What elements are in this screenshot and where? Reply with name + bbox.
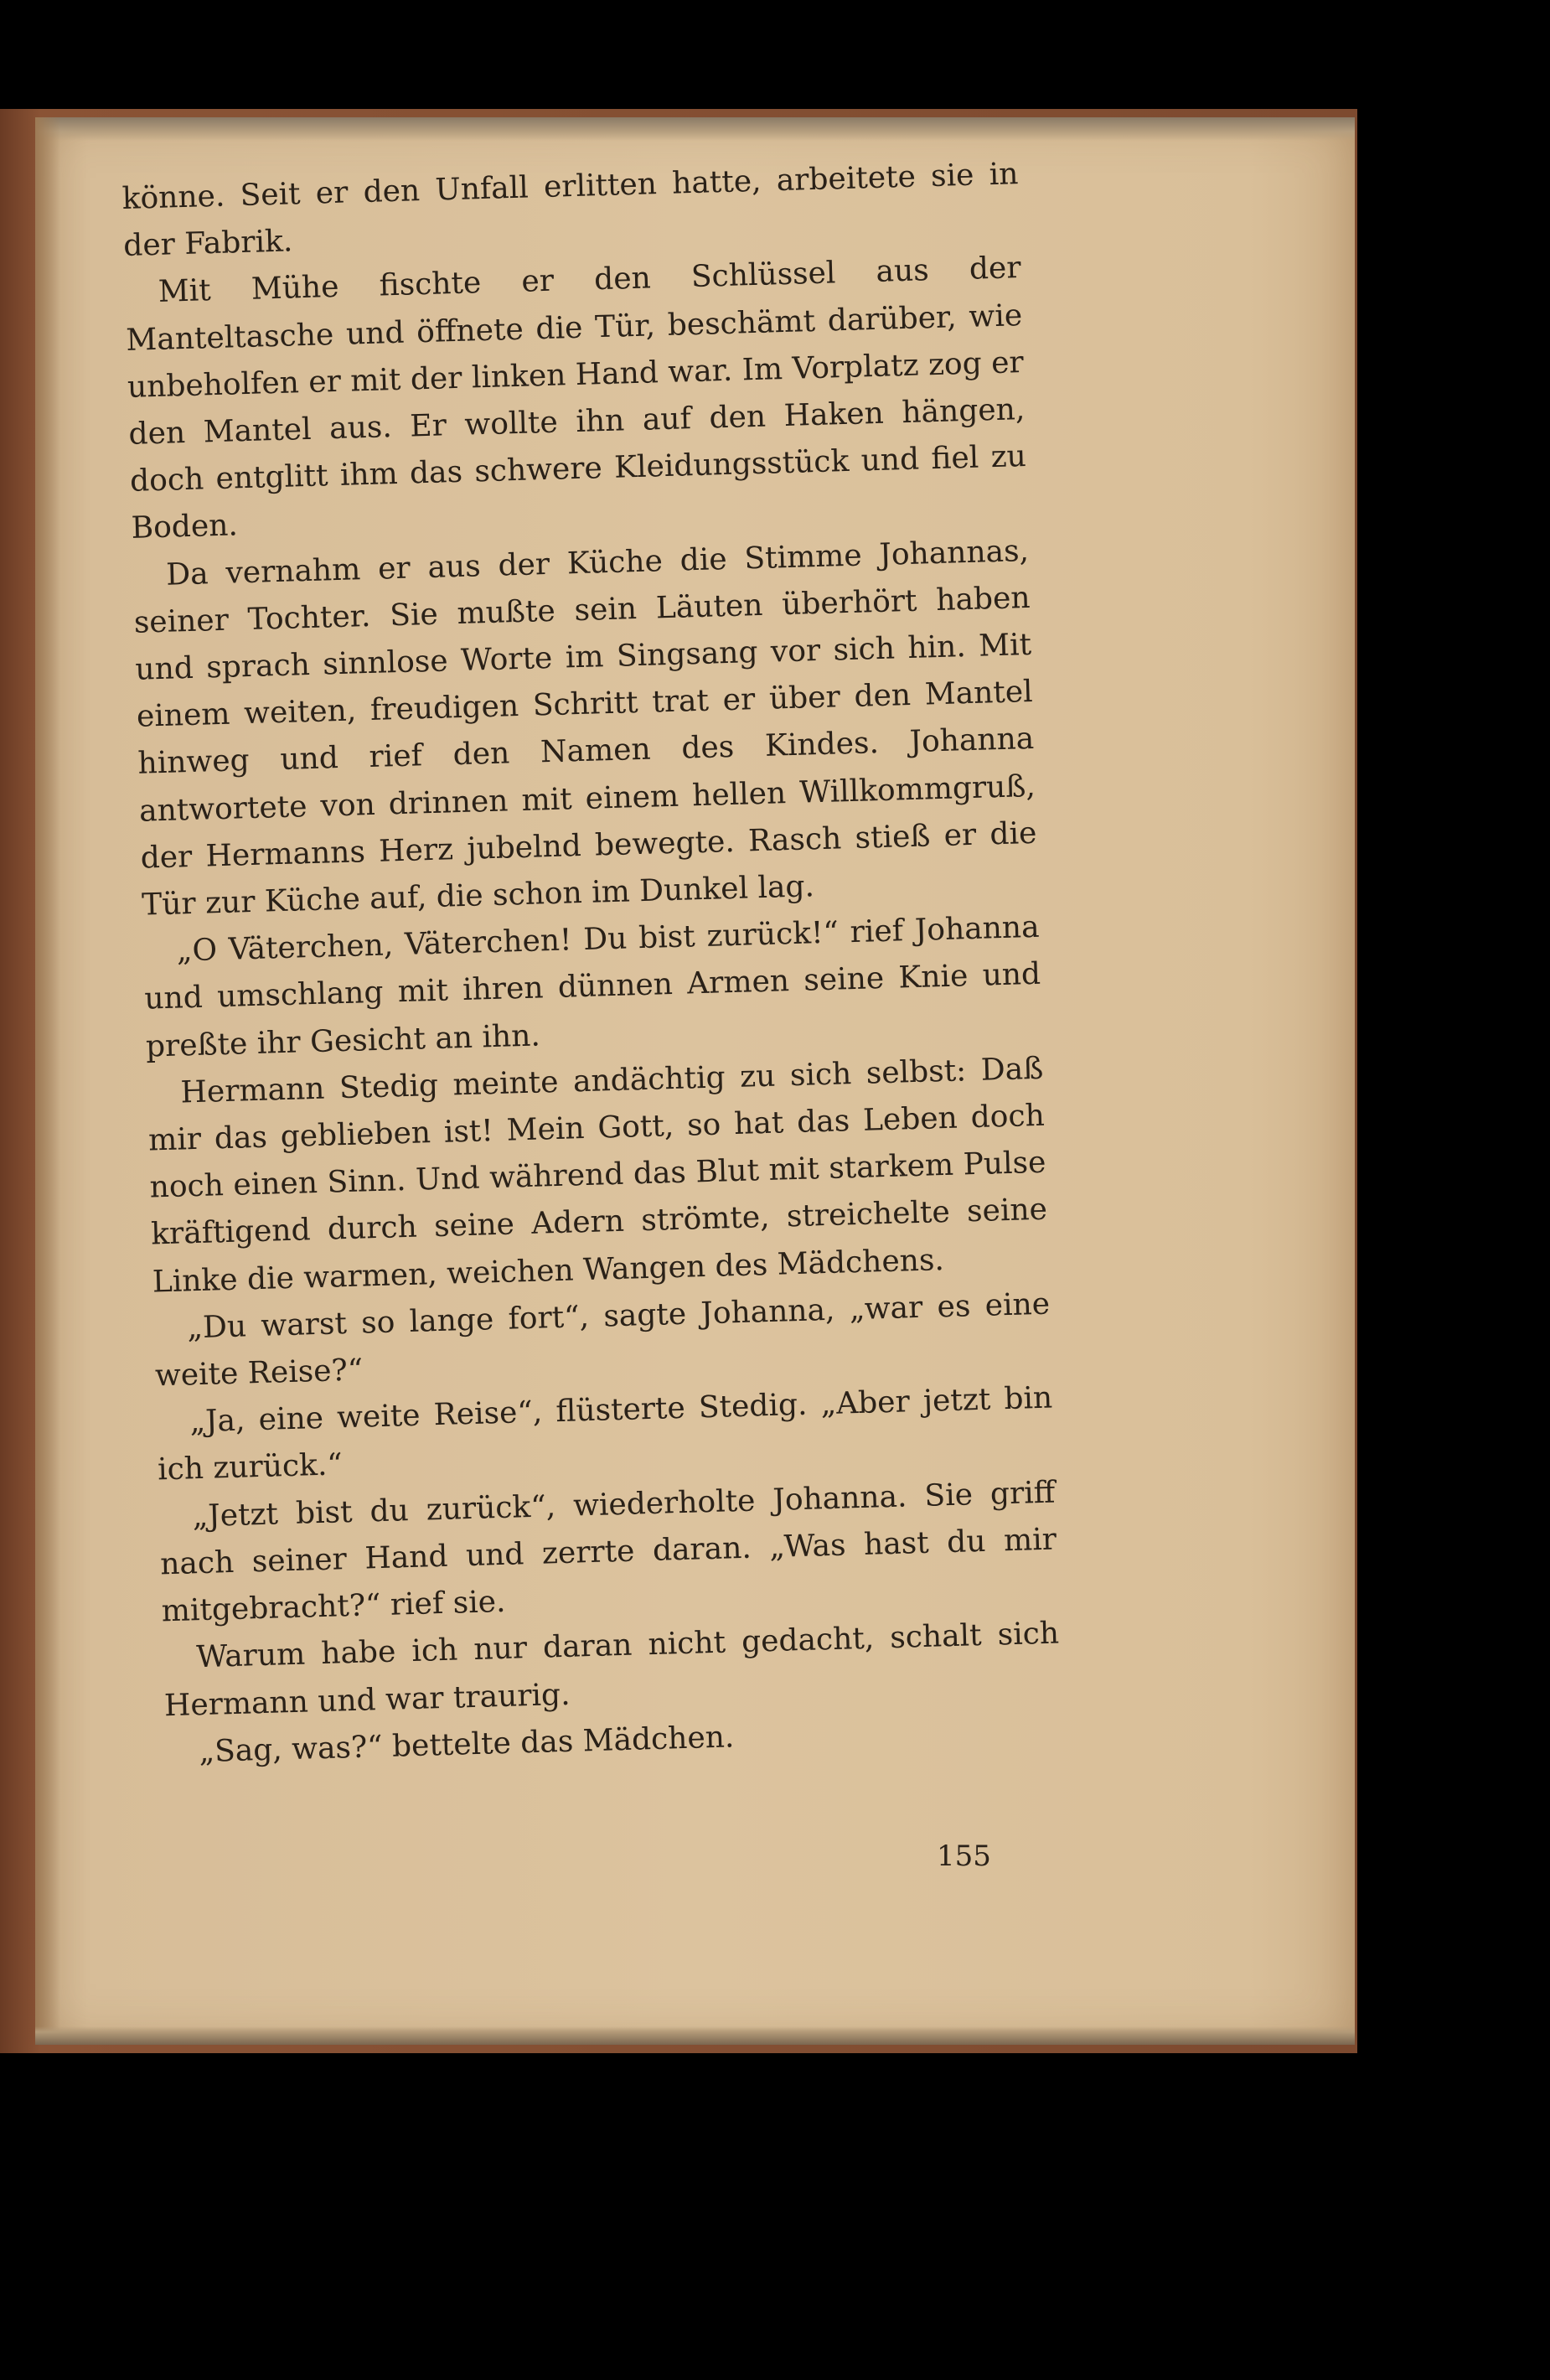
paragraph: Mit Mühe fischte er den Schlüssel aus der Manteltasche und öffnete die Tür, beschämt darüber, wie unbeholfen er mit der linken Hand war. Im Vorplatz zog er den Mantel aus. Er wollte ihn auf den Haken hängen, doch entglitt ihm das schwere Kleidungsstück und fiel zu Boden. bbox=[125, 251, 1027, 546]
body-text bbox=[121, 151, 1062, 1777]
paragraph: „Du warst so lange fort“, sagte Johanna, „war es eine weite Reise?“ bbox=[154, 1286, 1051, 1394]
paragraph: „Sag, was?“ bettelte das Mädchen. bbox=[198, 1720, 735, 1769]
page-bottom-edge bbox=[35, 2026, 1355, 2045]
paragraph: könne. Seit er den Unfall erlitten hatte, arbeitete sie in der Fabrik. bbox=[121, 157, 1019, 264]
paragraph: „O Väterchen, Väterchen! Du bist zurück!“ rief Johanna und umschlang mit ihren dünnen Armen seine Knie und preßte ihr Gesicht an ihn. bbox=[143, 910, 1041, 1064]
paragraph: Warum habe ich nur daran nicht gedacht, schalt sich Hermann und war traurig. bbox=[163, 1616, 1060, 1723]
page-top-edge bbox=[35, 117, 1355, 141]
page-number: 155 bbox=[937, 1839, 991, 1873]
paragraph: Da vernahm er aus der Küche die Stimme Johannas, seiner Tochter. Sie mußte sein Läuten überhört haben und sprach sinnlose Worte im Singsang vor sich hin. Mit einem weiten, freudigen Schritt trat er über den Mantel hinweg und rief den Namen des Kindes. Johanna antwortete von drinnen mit einem hellen Willkommgruß, der Hermanns Herz jubelnd bewegte. Rasch stieß er die Tür zur Küche auf, die schon im Dunkel lag. bbox=[133, 533, 1037, 923]
page-gutter-shadow bbox=[35, 117, 60, 2045]
paragraph: „Ja, eine weite Reise“, flüsterte Stedig. „Aber jetzt bin ich zurück.“ bbox=[157, 1380, 1053, 1488]
paragraph: Hermann Stedig meinte andächtig zu sich selbst: Daß mir das geblieben ist! Mein Gott, so hat das Leben doch noch einen Sinn. Und während das Blut mit starkem Pulse kräftigend durch seine Adern strömte, streichelte seine Linke die warmen, weichen Wangen des Mädchens. bbox=[147, 1051, 1048, 1300]
paragraph: „Jetzt bist du zurück“, wiederholte Johanna. Sie griff nach seiner Hand und zerrte daran. „Was hast du mir mitgebracht?“ rief sie. bbox=[159, 1475, 1057, 1629]
